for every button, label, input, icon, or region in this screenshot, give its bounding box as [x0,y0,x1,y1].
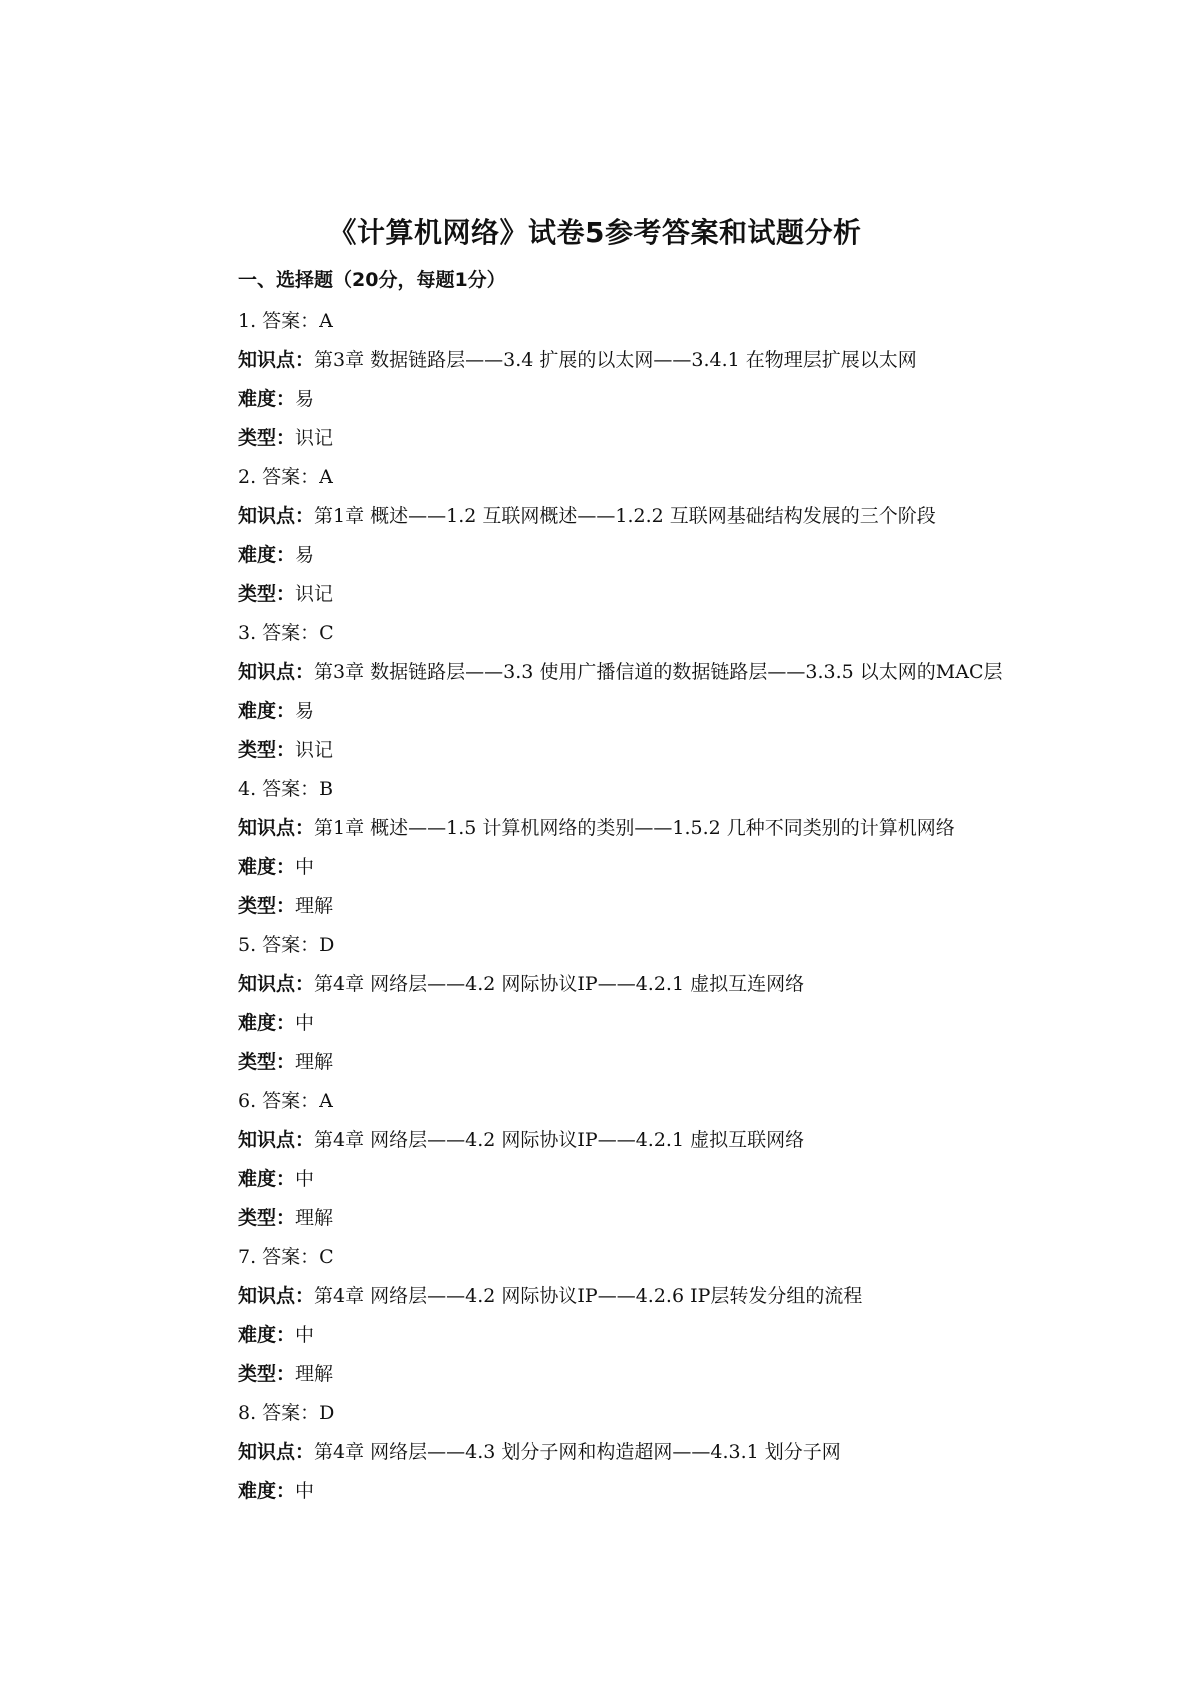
type-value: 理解 [295,895,334,917]
type-line [238,731,1098,770]
type-line [238,575,1098,614]
difficulty-line [238,1004,1098,1043]
difficulty-line [238,1472,1098,1511]
type-label: 类型： [238,1207,296,1229]
knowledge-line [238,1277,1098,1316]
knowledge-line [238,1121,1098,1160]
knowledge-value: 第3章 数据链路层——3.4 扩展的以太网——3.4.1 在物理层扩展以太网 [314,349,917,371]
type-line [238,887,1098,926]
difficulty-value: 中 [295,1168,315,1190]
knowledge-line [238,965,1098,1004]
knowledge-line [238,497,1098,536]
answer-line: 5. 答案：D [238,934,335,956]
difficulty-value: 中 [295,856,315,878]
knowledge-label: 知识点： [238,1441,315,1463]
type-label: 类型： [238,1051,296,1073]
knowledge-line [238,653,1098,692]
type-value: 理解 [295,1207,334,1229]
type-label: 类型： [238,427,296,449]
answer-line: 8. 答案：D [238,1402,335,1424]
type-line [238,1355,1098,1394]
difficulty-line [238,1316,1098,1355]
answer-line: 4. 答案：B [238,778,334,800]
knowledge-value: 第1章 概述——1.2 互联网概述——1.2.2 互联网基础结构发展的三个阶段 [314,505,936,527]
knowledge-label: 知识点： [238,1129,315,1151]
difficulty-line [238,692,1098,731]
difficulty-value: 易 [295,544,315,566]
answer-line: 2. 答案：A [238,466,333,488]
difficulty-value: 中 [295,1012,315,1034]
knowledge-label: 知识点： [238,817,315,839]
knowledge-value: 第1章 概述——1.5 计算机网络的类别——1.5.2 几种不同类别的计算机网络 [314,817,955,839]
type-label: 类型： [238,739,296,761]
difficulty-value: 中 [295,1324,315,1346]
difficulty-label: 难度： [238,856,296,878]
difficulty-label: 难度： [238,1012,296,1034]
knowledge-label: 知识点： [238,1285,315,1307]
answer-line: 7. 答案：C [238,1246,334,1268]
knowledge-line [238,1433,1098,1472]
answer-line: 1. 答案：A [238,310,333,332]
type-value: 识记 [295,739,334,761]
difficulty-value: 中 [295,1480,315,1502]
type-value: 理解 [295,1051,334,1073]
type-line [238,419,1098,458]
type-label: 类型： [238,1363,296,1385]
knowledge-value: 第4章 网络层——4.2 网际协议IP——4.2.1 虚拟互连网络 [314,973,805,995]
knowledge-line [238,341,1098,380]
difficulty-line [238,536,1098,575]
difficulty-label: 难度： [238,544,296,566]
knowledge-label: 知识点： [238,349,315,371]
difficulty-value: 易 [295,700,315,722]
type-value: 识记 [295,427,334,449]
answer-line: 3. 答案：C [238,622,334,644]
difficulty-value: 易 [295,388,315,410]
question-list [238,302,1098,1511]
difficulty-label: 难度： [238,1324,296,1346]
type-line [238,1043,1098,1082]
difficulty-label: 难度： [238,1480,296,1502]
type-line [238,1199,1098,1238]
type-value: 理解 [295,1363,334,1385]
difficulty-line [238,848,1098,887]
knowledge-line [238,809,1098,848]
difficulty-line [238,380,1098,419]
difficulty-label: 难度： [238,1168,296,1190]
difficulty-line [238,1160,1098,1199]
knowledge-value: 第3章 数据链路层——3.3 使用广播信道的数据链路层——3.3.5 以太网的MAC层 [314,661,1003,683]
type-label: 类型： [238,583,296,605]
knowledge-label: 知识点： [238,505,315,527]
page-title: 《计算机网络》试卷5参考答案和试题分析 [328,216,862,249]
type-value: 识记 [295,583,334,605]
section-heading: 一、选择题（20分，每题1分） [238,269,506,291]
difficulty-label: 难度： [238,700,296,722]
knowledge-value: 第4章 网络层——4.3 划分子网和构造超网——4.3.1 划分子网 [314,1441,841,1463]
knowledge-label: 知识点： [238,973,315,995]
difficulty-label: 难度： [238,388,296,410]
knowledge-value: 第4章 网络层——4.2 网际协议IP——4.2.1 虚拟互联网络 [314,1129,805,1151]
answer-line: 6. 答案：A [238,1090,333,1112]
knowledge-label: 知识点： [238,661,315,683]
type-label: 类型： [238,895,296,917]
knowledge-value: 第4章 网络层——4.2 网际协议IP——4.2.6 IP层转发分组的流程 [314,1285,863,1307]
